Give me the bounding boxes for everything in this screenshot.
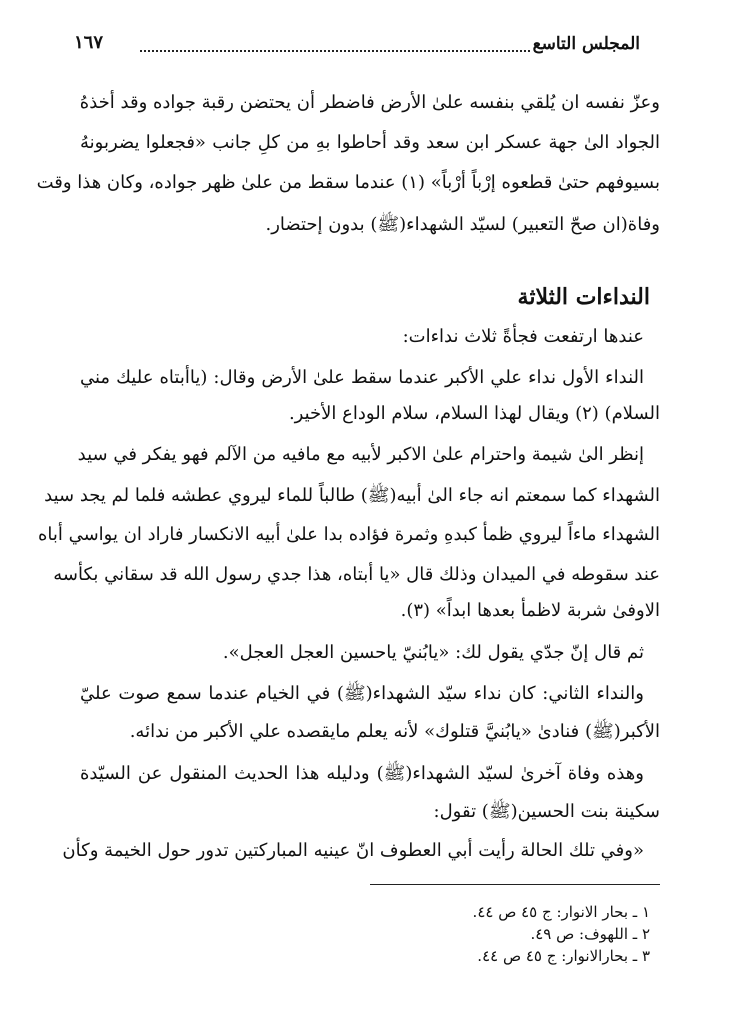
paragraph-line: عند سقوطه في الميدان وذلك قال «يا أبتاه، هذا جدي رسول الله قد سقاني بكأسه — [53, 564, 660, 585]
paragraph-line: وعزّ نفسه ان يُلقي بنفسه علىٰ الأرض فاضطر أن يحتضن رقبة جواده وقد أخذهُ — [79, 92, 660, 113]
paragraph-line: بسيوفهم حتىٰ قطعوه إرْباً أرْباً» (١) عندما سقط من علىٰ ظهر جواده، وكان هذا وقت — [36, 172, 660, 193]
paragraph-line: والنداء الثاني: كان نداء سيّد الشهداء(ﷺ) في الخيام عندما سمع صوت عليّ — [80, 683, 644, 704]
paragraph-line: سكينة بنت الحسين(ﷺ) تقول: — [433, 801, 660, 822]
paragraph-line: السلام) (٢) ويقال لهذا السلام، سلام الوداع الأخير. — [288, 403, 660, 424]
paragraph-line: «وفي تلك الحالة رأيت أبي العطوف انّ عينيه المباركتين تدور حول الخيمة وكأن — [62, 840, 644, 861]
section-heading: النداءات الثلاثة — [517, 284, 650, 310]
paragraph-line: عندها ارتفعت فجأةً ثلاث نداءات: — [402, 326, 644, 347]
paragraph-line: الشهداء كما سمعتم انه جاء الىٰ أبيه(ﷺ) طالباً للماء ليروي عطشه فلما لم يجد سيد — [44, 485, 660, 506]
footnote: ١ ـ بحار الانوار: ج ٤٥ ص ٤٤. — [472, 903, 650, 921]
paragraph-line: الجواد الىٰ جهة عسكر ابن سعد وقد أحاطوا بهِ من كلِ جانب «فجعلوا يضربونهُ — [80, 132, 660, 153]
footnote-divider — [370, 884, 660, 885]
paragraph-line: الأكبر(ﷺ) فنادىٰ «يابُنيَّ قتلوك» لأنه يعلم مايقصده علي الأكبر من ندائه. — [129, 721, 660, 742]
paragraph-line: وفاة(ان صحّ التعبير) لسيّد الشهداء(ﷺ) بدون إحتضار. — [265, 214, 660, 235]
footnote: ٢ ـ اللهوف: ص ٤٩. — [530, 925, 650, 943]
paragraph-line: الاوفىٰ شربة لاظمأ بعدها ابداً» (٣). — [400, 600, 660, 621]
page-number: ١٦٧ — [74, 32, 104, 53]
paragraph-line: الشهداء ماءاً ليروي ظمأ كبدهِ وثمرة فؤاده بدا علىٰ أبيه الانكسار فاراد ان يواسي أباه — [37, 524, 660, 545]
paragraph-line: النداء الأول نداء علي الأكبر عندما سقط علىٰ الأرض وقال: (ياأبتاه عليك مني — [80, 367, 644, 388]
paragraph-line: ثم قال إنّ جدّي يقول لك: «يابُنيّ ياحسين العجل العجل». — [222, 642, 644, 663]
paragraph-line: إنظر الىٰ شيمة واحترام علىٰ الاكبر لأبيه مع مافيه من الآلم فهو يفكر في سيد — [77, 444, 644, 465]
footnote: ٣ ـ بحارالانوار: ج ٤٥ ص ٤٤. — [477, 947, 650, 965]
header-dot-leader — [140, 50, 530, 52]
running-header-title: المجلس التاسع — [532, 34, 640, 54]
paragraph-line: وهذه وفاة آخرىٰ لسيّد الشهداء(ﷺ) ودليله هذا الحديث المنقول عن السيّدة — [80, 763, 644, 784]
